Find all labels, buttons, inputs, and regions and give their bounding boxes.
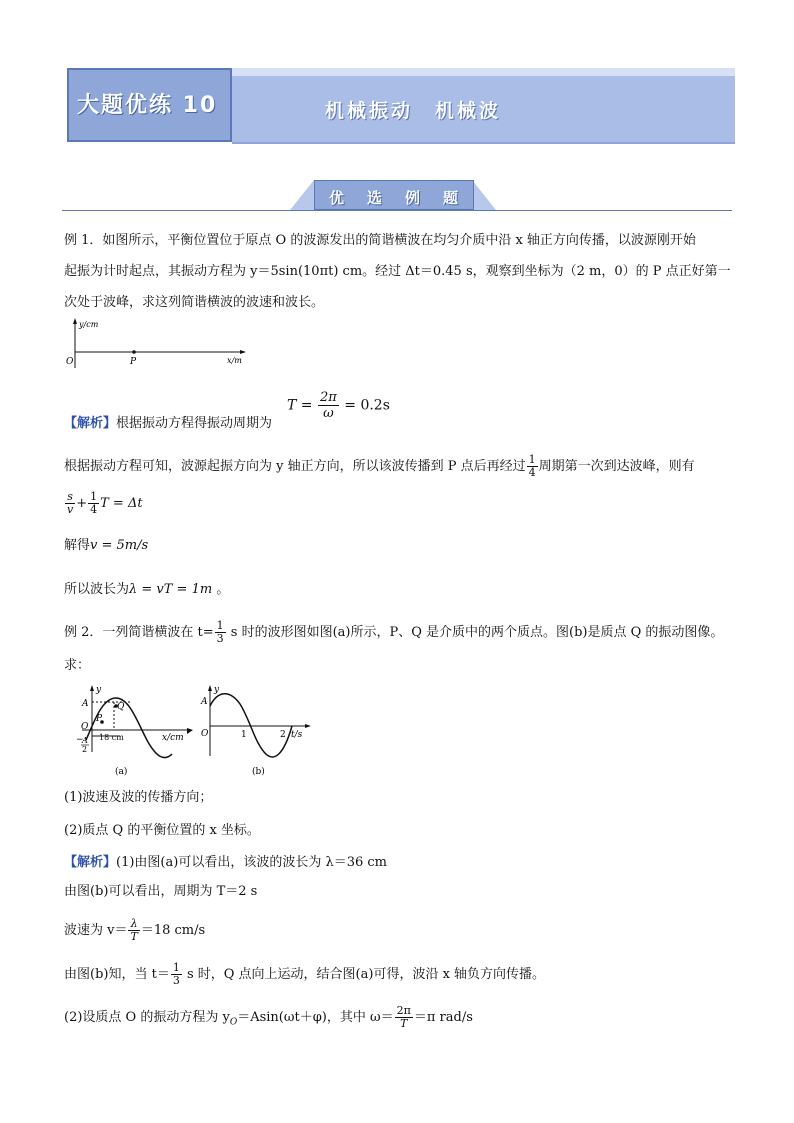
ex2-fb-two: 2 [280, 730, 286, 740]
ex1-period-T: T = [287, 397, 313, 414]
ex1-fig-point: P [130, 357, 137, 367]
ex1-line-1: 例 1．如图所示，平衡位置位于原点 O 的波源发出的简谐横波在均匀介质中沿 x 轴正方向传播，以波源刚开始 [64, 233, 696, 248]
ex2-solution-2: 由图(b)可以看出，周期为 T＝2 s [64, 884, 258, 899]
ex1-line-3: 次处于波峰，求这列简谐横波的波速和波长。 [64, 295, 325, 310]
ex1-fig-origin: O [66, 357, 74, 367]
ex2-fa-Q: Q [117, 702, 125, 712]
ex1-frac-num: 1 [528, 453, 536, 466]
ex1-analysis-2-pre: 根据振动方程可知，波源起振方向为 y 轴正方向，所以该波传播到 P 点后再经过 [64, 459, 526, 474]
ex2-s3-num: λ [128, 918, 139, 931]
ex1-eq-num: 1 [90, 490, 98, 503]
ex2-solution-3-pre: 波速为 v＝ [64, 923, 128, 938]
ex2-question-2: (2)质点 Q 的平衡位置的 x 坐标。 [64, 823, 260, 838]
ex1-analysis-2 [64, 454, 695, 479]
ex2-s4-den: 3 [172, 974, 180, 987]
ex1-analysis-tag: 【解析】 [64, 416, 117, 431]
ex2-fb-one: 1 [241, 730, 247, 740]
ex2-line-1 [64, 620, 723, 645]
ex2-analysis-tag: 【解析】 [64, 855, 117, 870]
ex1-fig-ylabel: y/cm [79, 320, 99, 329]
ex2-fb-y: y [214, 685, 220, 695]
ex2-fa-caption: (a) [115, 767, 128, 777]
section-header [62, 176, 732, 216]
ex2-fa-A: A [82, 699, 89, 709]
ex1-axis-figure [62, 316, 248, 370]
ex1-frac-den: 4 [528, 466, 536, 479]
ex2-solution-4-post: s 时，Q 点向上运动，结合图(a)可得，波沿 x 轴负方向传播。 [182, 967, 546, 982]
section-char-3: 例 [405, 189, 421, 207]
ex2-frac-den: 3 [216, 632, 224, 645]
ex2-line-1-pre: 例 2．一列简谐横波在 t= [64, 625, 214, 640]
ex2-solution-5-pre: (2)设质点 O 的振动方程为 y [64, 1010, 230, 1025]
section-title-box [314, 180, 474, 210]
ex2-fb-t: t/s [291, 730, 303, 740]
ex1-solve-label: 解得 [64, 538, 91, 553]
ex2-figure-b [196, 684, 316, 780]
ex1-fig-xlabel: x/m [227, 356, 242, 365]
ex2-s5-den: T [400, 1017, 408, 1030]
section-char-4: 题 [443, 189, 459, 207]
banner-stripe [232, 68, 735, 76]
ex2-fa-negA: A [82, 736, 88, 745]
ex2-fa-O: O [81, 722, 89, 732]
ex1-eq-v: v [67, 503, 74, 516]
ex2-fa-dist: 18 cm [99, 733, 124, 742]
ex1-eq-s: s [65, 491, 75, 504]
ex1-period-den: ω [323, 406, 334, 421]
ex2-line-2: 求： [64, 658, 91, 673]
ex2-solution-4-pre: 由图(b)知，当 t＝ [64, 967, 170, 982]
ex2-solution-3-post: ＝18 cm/s [140, 923, 206, 938]
ex1-analysis-1 [64, 414, 272, 434]
banner-label: 大题优练 10 [77, 93, 218, 118]
ex2-figure-a [72, 684, 194, 780]
ex2-solution-1-text: (1)由图(a)可以看出，该波的波长为 λ＝36 cm [116, 855, 387, 870]
ex2-solution-5-post: ＝π rad/s [413, 1010, 473, 1025]
ex1-period-result: = 0.2s [344, 397, 390, 414]
ex1-line-2: 起振为计时起点，其振动方程为 y＝5sin(10πt) cm。经过 Δt＝0.45 s，观察到坐标为（2 m，0）的 P 点正好第一 [64, 264, 731, 279]
ex1-wavelength-label: 所以波长为 [64, 582, 130, 597]
ex2-frac-num: 1 [216, 619, 224, 632]
chapter-banner [67, 68, 735, 144]
ex2-fb-A: A [201, 697, 208, 707]
ex2-fa-minus: − [76, 735, 84, 745]
ex2-s3-den: T [130, 930, 138, 943]
ex2-fa-negA2: 2 [82, 745, 88, 754]
ex1-eq-plus: + [76, 496, 88, 511]
ex2-solution-5-sub: O [229, 1017, 238, 1028]
ex2-fb-caption: (b) [252, 767, 265, 777]
ex1-analysis-1-text: 根据振动方程得振动周期为 [116, 416, 273, 431]
section-char-2: 选 [367, 189, 383, 207]
ex2-solution-5-mid: ＝Asin(ωt＋φ)，其中 ω＝ [237, 1010, 394, 1025]
ex2-fa-P: P [96, 714, 103, 724]
ex2-solution-5 [64, 1005, 473, 1033]
ex2-fa-y: y [96, 685, 102, 695]
ex1-analysis-4 [64, 536, 148, 556]
ex2-solution-3 [64, 918, 205, 943]
ex1-solve-math: v = 5m/s [90, 538, 149, 553]
ex2-fa-x: x/cm [162, 733, 184, 743]
ex2-s5-num: 2π [396, 1004, 411, 1017]
ex2-line-1-post: s 时的波形图如图(a)所示，P、Q 是介质中的两个质点。图(b)是质点 Q 的振动图像。 [226, 625, 724, 640]
banner-title: 机械振动 机械波 [325, 100, 502, 122]
ex1-eq-den: 4 [90, 503, 98, 516]
ex2-solution-1 [64, 853, 387, 873]
ex1-analysis-2-post: 周期第一次到达波峰，则有 [538, 459, 695, 474]
ex2-fb-O: O [201, 729, 209, 739]
ex1-wavelength-math: λ = vT = 1m [129, 582, 213, 597]
ex1-eq-end: T = Δt [100, 496, 143, 511]
ex1-wavelength-end: 。 [216, 582, 230, 597]
ex1-period-formula [287, 390, 390, 421]
ex1-equation [64, 491, 143, 516]
ex2-question-1: (1)波速及波的传播方向； [64, 790, 213, 805]
ex2-solution-4 [64, 962, 545, 987]
ex1-analysis-5 [64, 580, 229, 600]
ex1-period-num: 2π [319, 390, 337, 405]
ex2-s4-num: 1 [172, 961, 180, 974]
section-char-1: 优 [329, 189, 345, 207]
